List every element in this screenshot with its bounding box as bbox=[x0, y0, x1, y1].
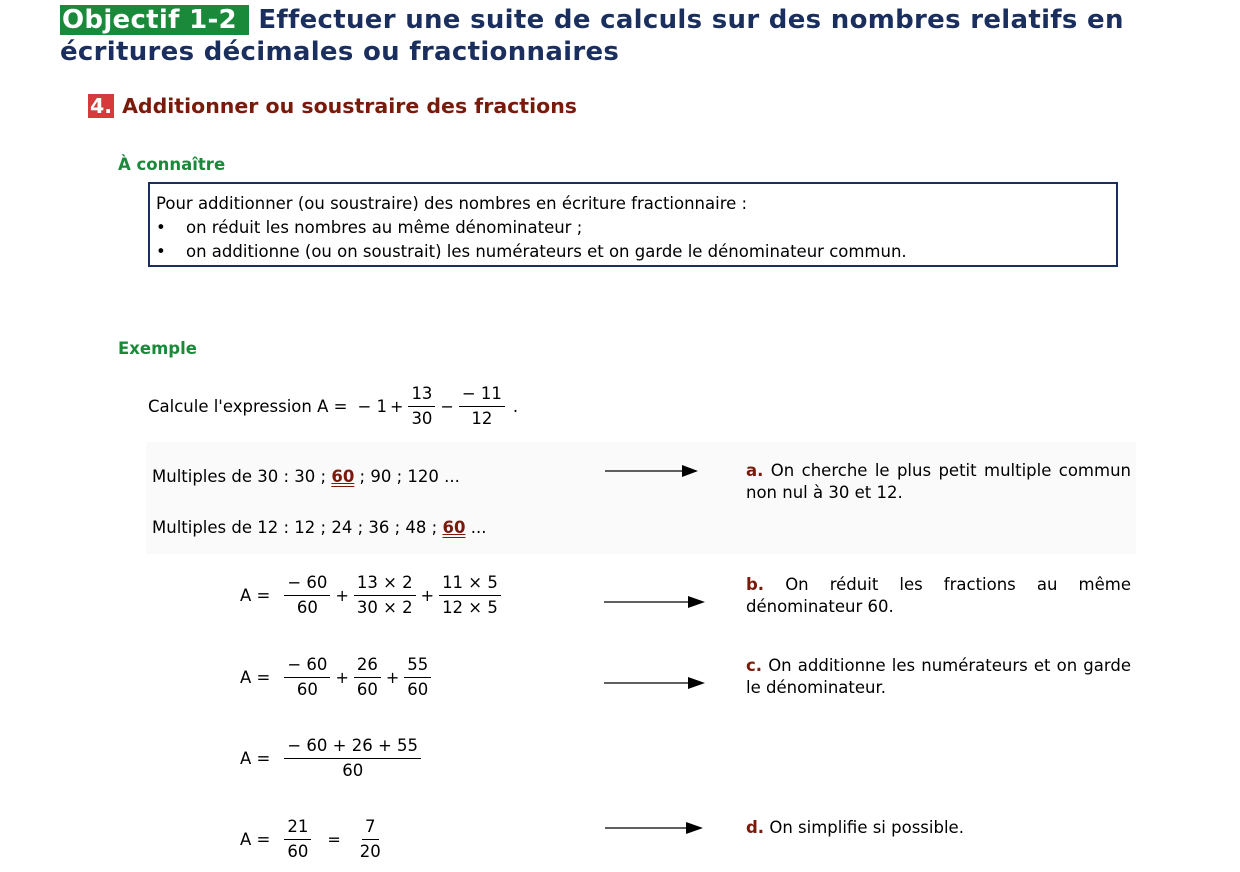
term-minus-one: − 1 bbox=[357, 397, 388, 416]
multiples-text: ; 90 ; 120 ... bbox=[354, 467, 460, 486]
denominator: 30 × 2 bbox=[356, 598, 413, 617]
numerator: 55 bbox=[404, 655, 431, 678]
title-line-1 bbox=[60, 4, 1180, 36]
note-c bbox=[746, 655, 1131, 699]
fraction bbox=[408, 384, 435, 429]
numerator: 7 bbox=[362, 817, 379, 840]
connaitre-heading: À connaître bbox=[118, 155, 226, 174]
multiples-text: Multiples de 30 : 30 ; bbox=[152, 467, 332, 486]
fraction bbox=[284, 817, 311, 862]
rule-item-text: on additionne (ou on soustrait) les numérateurs et on garde le dénominateur commun. bbox=[186, 242, 907, 261]
numerator: 21 bbox=[284, 817, 311, 840]
highlight-60: 60 bbox=[442, 518, 466, 537]
note-label: c. bbox=[746, 656, 763, 675]
arrows bbox=[600, 460, 710, 840]
title-line-2: écritures décimales ou fractionnaires bbox=[60, 37, 620, 67]
fraction bbox=[284, 573, 330, 618]
objective-badge: Objectif 1-2 bbox=[60, 5, 249, 35]
arrow-icon bbox=[605, 822, 703, 834]
note-label: b. bbox=[746, 575, 765, 594]
fraction bbox=[354, 655, 381, 700]
note-label: a. bbox=[746, 461, 764, 480]
exemple-heading: Exemple bbox=[118, 339, 197, 358]
plus-sign: + bbox=[335, 586, 349, 605]
plus-sign: + bbox=[335, 668, 349, 687]
fraction bbox=[284, 736, 421, 781]
note-d bbox=[746, 817, 1131, 839]
multiples-of-12 bbox=[152, 517, 486, 539]
lhs: A = bbox=[240, 586, 271, 605]
multiples-text: ... bbox=[465, 518, 487, 537]
section-title: Additionner ou soustraire des fractions bbox=[122, 94, 578, 118]
page-title bbox=[60, 4, 1180, 68]
note-text: On réduit les fractions au même dénominateur 60. bbox=[746, 575, 1131, 616]
fraction bbox=[354, 573, 416, 618]
numerator: 11 × 5 bbox=[439, 573, 501, 596]
prompt-text: Calcule l'expression A = bbox=[148, 397, 348, 416]
equation-1 bbox=[240, 573, 503, 618]
highlight-60: 60 bbox=[331, 467, 355, 486]
bullet: • bbox=[156, 218, 166, 237]
arrow-icon bbox=[605, 465, 698, 477]
arrow-icon bbox=[604, 677, 705, 689]
note-a bbox=[746, 460, 1131, 504]
multiples-text: Multiples de 12 : 12 ; 24 ; 36 ; 48 ; bbox=[152, 518, 443, 537]
fraction bbox=[357, 817, 384, 862]
numerator: 13 bbox=[408, 384, 435, 407]
numerator: − 11 bbox=[459, 384, 505, 407]
rule-intro: Pour additionner (ou soustraire) des nombres en écriture fractionnaire : bbox=[156, 194, 748, 213]
plus-sign: + bbox=[390, 397, 404, 416]
denominator: 60 bbox=[296, 680, 318, 699]
denominator: 60 bbox=[407, 680, 429, 699]
fraction bbox=[284, 655, 330, 700]
denominator: 12 × 5 bbox=[442, 598, 498, 617]
minus-sign: − bbox=[440, 397, 454, 416]
note-text: On simplifie si possible. bbox=[764, 818, 964, 837]
fraction bbox=[459, 384, 505, 429]
equation-4 bbox=[240, 817, 386, 862]
denominator: 12 bbox=[471, 409, 493, 428]
rule-item-1 bbox=[156, 216, 1116, 240]
numerator: 26 bbox=[354, 655, 381, 678]
plus-sign: + bbox=[385, 668, 400, 687]
equation-2 bbox=[240, 655, 433, 700]
rule-item-text: on réduit les nombres au même dénominateur ; bbox=[186, 218, 583, 237]
denominator: 60 bbox=[342, 761, 364, 780]
fraction bbox=[404, 655, 431, 700]
multiples-of-30 bbox=[152, 466, 460, 488]
numerator: − 60 + 26 + 55 bbox=[284, 736, 421, 759]
title-text: Effectuer une suite de calculs sur des nombres relatifs en bbox=[258, 5, 1124, 35]
arrow-icon bbox=[604, 596, 705, 608]
bullet: • bbox=[156, 242, 166, 261]
plus-sign: + bbox=[420, 586, 435, 605]
numerator: 13 × 2 bbox=[354, 573, 416, 596]
equals-sign: = bbox=[327, 830, 341, 849]
section-number: 4. bbox=[90, 94, 113, 118]
rule-box bbox=[148, 182, 1118, 267]
denominator: 60 bbox=[296, 598, 318, 617]
lhs: A = bbox=[240, 830, 271, 849]
lhs: A = bbox=[240, 668, 271, 687]
lhs: A = bbox=[240, 749, 271, 768]
numerator: − 60 bbox=[284, 573, 330, 596]
note-b bbox=[746, 574, 1131, 618]
rule-item-2 bbox=[156, 240, 1116, 264]
note-label: d. bbox=[746, 818, 765, 837]
note-text: On cherche le plus petit multiple commun non nul à 30 et 12. bbox=[746, 461, 1131, 502]
denominator: 20 bbox=[359, 842, 381, 861]
fraction bbox=[439, 573, 501, 618]
numerator: − 60 bbox=[284, 655, 330, 678]
period: . bbox=[512, 397, 519, 416]
denominator: 30 bbox=[411, 409, 433, 428]
note-text: On additionne les numérateurs et on garde le dénominateur. bbox=[746, 656, 1131, 697]
example-prompt bbox=[148, 384, 518, 429]
denominator: 60 bbox=[356, 680, 378, 699]
equation-3 bbox=[240, 736, 423, 781]
denominator: 60 bbox=[287, 842, 309, 861]
section-heading bbox=[88, 92, 577, 120]
